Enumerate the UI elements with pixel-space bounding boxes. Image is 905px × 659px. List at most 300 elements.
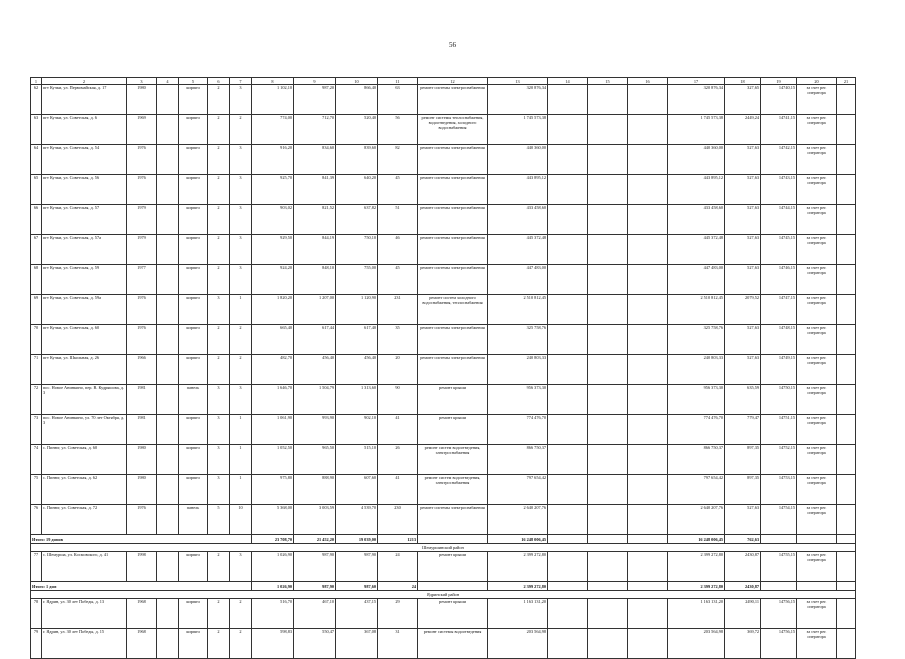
- table-cell: [837, 415, 856, 445]
- table-cell: 14742,15: [761, 145, 797, 175]
- table-cell: [548, 265, 588, 295]
- table-cell: 3: [230, 145, 252, 175]
- table-cell: 2: [208, 175, 230, 205]
- table-cell: 712,70: [294, 115, 336, 145]
- table-cell: 1: [230, 415, 252, 445]
- table-cell: 1 313,60: [336, 385, 378, 415]
- table-cell: за счет рег. оператора: [797, 355, 837, 385]
- column-number-cell: 18: [725, 78, 761, 85]
- table-cell: 956 373,30: [668, 385, 725, 415]
- table-cell: 4 539,70: [336, 505, 378, 535]
- total-cell: [588, 535, 628, 544]
- table-cell: 367,08: [336, 629, 378, 659]
- table-cell: кирпич: [179, 355, 208, 385]
- table-cell: 965,50: [294, 445, 336, 475]
- table-cell: 987,90: [336, 552, 378, 582]
- table-cell: [628, 295, 668, 325]
- table-cell: 1968: [127, 599, 157, 629]
- table-cell: [628, 235, 668, 265]
- table-cell: [628, 629, 668, 659]
- table-row: [31, 415, 856, 445]
- table-cell: [157, 355, 179, 385]
- table-cell: 45: [378, 175, 418, 205]
- table-cell: 5: [208, 505, 230, 535]
- table-cell: г. Ядрин, ул. 30 лет Победы, д. 15: [42, 629, 127, 659]
- column-number-cell: 2: [42, 78, 127, 85]
- table-cell: [157, 115, 179, 145]
- table-cell: 63: [378, 85, 418, 115]
- column-number-cell: 3: [127, 78, 157, 85]
- table-cell: за счет рег. оператора: [797, 295, 837, 325]
- table-cell: 902,10: [336, 415, 378, 445]
- table-cell: панель: [179, 505, 208, 535]
- total-cell: [761, 535, 797, 544]
- table-cell: за счет рег. оператора: [797, 629, 837, 659]
- total-cell: [628, 535, 668, 544]
- column-number-cell: 17: [668, 78, 725, 85]
- table-cell: [157, 205, 179, 235]
- total-label: Итого: 1 дом: [31, 582, 252, 591]
- table-cell: 1979: [127, 205, 157, 235]
- total-cell: 2430,87: [725, 582, 761, 591]
- table-cell: 848,10: [294, 265, 336, 295]
- table-cell: 1979: [127, 235, 157, 265]
- total-cell: [797, 535, 837, 544]
- table-row: [31, 355, 856, 385]
- table-cell: с. Шемурша, ул. Космовского, д. 41: [42, 552, 127, 582]
- table-cell: [548, 552, 588, 582]
- table-cell: за счет рег. оператора: [797, 265, 837, 295]
- table-cell: 3: [230, 235, 252, 265]
- table-cell: 834,60: [294, 145, 336, 175]
- table-cell: 3: [208, 295, 230, 325]
- table-cell: 68: [31, 265, 42, 295]
- table-cell: 63: [31, 115, 42, 145]
- table-cell: [157, 235, 179, 265]
- table-cell: [588, 385, 628, 415]
- table-cell: 2: [208, 115, 230, 145]
- table-cell: 24: [378, 552, 418, 582]
- table-cell: 14753,15: [761, 475, 797, 505]
- table-cell: 1980: [127, 475, 157, 505]
- table-cell: [628, 325, 668, 355]
- total-cell: [418, 582, 488, 591]
- table-row: [31, 175, 856, 205]
- table-cell: 774 476,70: [668, 415, 725, 445]
- table-cell: 1 052,50: [252, 445, 294, 475]
- table-cell: 3: [208, 415, 230, 445]
- table-cell: 14752,15: [761, 445, 797, 475]
- table-cell: 2 510 812,45: [488, 295, 548, 325]
- table-cell: пгт Кучки, ул. Советская, д. 59а: [42, 295, 127, 325]
- table-cell: 74: [31, 445, 42, 475]
- table-cell: 14751,15: [761, 415, 797, 445]
- table-cell: ремонт системы электроснабжения: [418, 145, 488, 175]
- table-cell: [548, 205, 588, 235]
- table-cell: [548, 505, 588, 535]
- table-cell: 527,63: [725, 265, 761, 295]
- table-cell: 897,35: [725, 475, 761, 505]
- table-cell: 839,60: [336, 145, 378, 175]
- column-number-cell: 12: [418, 78, 488, 85]
- table-cell: 231: [378, 295, 418, 325]
- table-cell: 993,90: [294, 415, 336, 445]
- table-cell: ремонт систем холодного водоснабжения, теплоснабжения: [418, 295, 488, 325]
- total-cell: [588, 582, 628, 591]
- table-cell: 1 163 131,20: [488, 599, 548, 629]
- table-cell: 520,40: [336, 115, 378, 145]
- column-number-cell: 10: [336, 78, 378, 85]
- table-cell: 78: [31, 599, 42, 629]
- table-cell: [548, 85, 588, 115]
- table-cell: 515,10: [336, 445, 378, 475]
- total-row: [31, 535, 856, 544]
- table-cell: 2: [230, 355, 252, 385]
- table-cell: 70: [31, 325, 42, 355]
- table-cell: ремонт системы электроснабжения: [418, 325, 488, 355]
- table-cell: кирпич: [179, 295, 208, 325]
- table-cell: 41: [378, 415, 418, 445]
- table-cell: 929,50: [252, 235, 294, 265]
- table-cell: [548, 325, 588, 355]
- table-cell: 456,40: [336, 355, 378, 385]
- total-cell: [418, 535, 488, 544]
- table-cell: [837, 355, 856, 385]
- table-cell: 755,00: [336, 265, 378, 295]
- table-cell: 924,20: [252, 265, 294, 295]
- table-cell: 774,00: [252, 115, 294, 145]
- total-cell: 987,90: [294, 582, 336, 591]
- table-row: [31, 85, 856, 115]
- table-cell: ремонт крыши: [418, 599, 488, 629]
- total-cell: [837, 582, 856, 591]
- table-cell: 3: [230, 385, 252, 415]
- table-cell: 10: [230, 505, 252, 535]
- column-number-cell: 14: [548, 78, 588, 85]
- table-cell: кирпич: [179, 265, 208, 295]
- table-cell: 903,02: [252, 205, 294, 235]
- table-cell: 975,80: [252, 475, 294, 505]
- table-cell: 866,40: [336, 85, 378, 115]
- table-cell: за счет рег. оператора: [797, 385, 837, 415]
- table-cell: [837, 505, 856, 535]
- table-cell: [837, 115, 856, 145]
- table-cell: 14741,15: [761, 115, 797, 145]
- table-row: [31, 235, 856, 265]
- table-cell: 2: [230, 325, 252, 355]
- table-cell: 1 504,79: [294, 385, 336, 415]
- table-cell: 1976: [127, 505, 157, 535]
- table-cell: пгт Кучки, ул. Советская, д. 60: [42, 325, 127, 355]
- table-cell: 433 458,60: [488, 205, 548, 235]
- table-cell: 3 003,59: [294, 505, 336, 535]
- district-name: Ядринский район: [31, 591, 856, 599]
- table-cell: [588, 235, 628, 265]
- table-cell: 56: [378, 115, 418, 145]
- table-cell: 2449,24: [725, 115, 761, 145]
- table-cell: [628, 505, 668, 535]
- table-cell: [157, 145, 179, 175]
- table-cell: 527,63: [725, 355, 761, 385]
- table-cell: [157, 505, 179, 535]
- table-row: [31, 145, 856, 175]
- table-cell: 1968: [127, 629, 157, 659]
- table-cell: г. Ядрин, ул. 30 лет Победы, д. 13: [42, 599, 127, 629]
- table-cell: [548, 235, 588, 265]
- table-cell: [837, 235, 856, 265]
- table-cell: 527,63: [725, 145, 761, 175]
- table-cell: 443 895,12: [488, 175, 548, 205]
- table-cell: [157, 325, 179, 355]
- table-cell: 1977: [127, 265, 157, 295]
- table-cell: [548, 629, 588, 659]
- table-cell: 65: [31, 175, 42, 205]
- total-cell: 19 039,00: [336, 535, 378, 544]
- table-cell: 841,39: [294, 175, 336, 205]
- table-row: [31, 505, 856, 535]
- table-cell: 456,40: [294, 355, 336, 385]
- table-cell: 71: [31, 355, 42, 385]
- table-cell: 14740,15: [761, 85, 797, 115]
- table-cell: 447 483,00: [668, 265, 725, 295]
- table-cell: 1 646,70: [252, 385, 294, 415]
- table-cell: 527,63: [725, 205, 761, 235]
- table-row: [31, 629, 856, 659]
- table-cell: 640,20: [336, 175, 378, 205]
- table-cell: [588, 265, 628, 295]
- table-cell: [157, 552, 179, 582]
- table-cell: 527,63: [725, 175, 761, 205]
- table-cell: пос. Новое Анинкино, пер. В. Кудряшова, д. 3: [42, 385, 127, 415]
- column-number-cell: 11: [378, 78, 418, 85]
- table-cell: 14756,15: [761, 629, 797, 659]
- table-cell: 2: [208, 145, 230, 175]
- table-row: [31, 115, 856, 145]
- table-cell: кирпич: [179, 235, 208, 265]
- table-cell: 3: [230, 265, 252, 295]
- table-cell: ремонт системы электроснабжения: [418, 265, 488, 295]
- table-cell: 2: [230, 115, 252, 145]
- table-cell: 14743,15: [761, 175, 797, 205]
- table-cell: [628, 385, 668, 415]
- table-cell: [628, 599, 668, 629]
- table-cell: ремонт системы водоотведения: [418, 629, 488, 659]
- table-cell: [837, 629, 856, 659]
- column-number-cell: 13: [488, 78, 548, 85]
- table-cell: [548, 145, 588, 175]
- table-cell: [588, 445, 628, 475]
- table-cell: [588, 175, 628, 205]
- table-cell: 14746,15: [761, 265, 797, 295]
- table-cell: 447 483,00: [488, 265, 548, 295]
- table-cell: 866 750,37: [488, 445, 548, 475]
- table-cell: 2: [208, 265, 230, 295]
- total-cell: 16 248 006,45: [668, 535, 725, 544]
- table-cell: кирпич: [179, 85, 208, 115]
- table-cell: 64: [31, 145, 42, 175]
- table-cell: 77: [31, 552, 42, 582]
- table-cell: 1976: [127, 295, 157, 325]
- table-cell: кирпич: [179, 475, 208, 505]
- table-cell: 369,72: [725, 629, 761, 659]
- table-cell: 203 564,98: [668, 629, 725, 659]
- table-cell: 79: [31, 629, 42, 659]
- column-number-cell: 6: [208, 78, 230, 85]
- total-cell: 16 248 006,45: [488, 535, 548, 544]
- table-cell: ремонт системы электроснабжения: [418, 235, 488, 265]
- table-cell: 35: [378, 325, 418, 355]
- table-cell: 617,40: [336, 325, 378, 355]
- table-cell: [157, 175, 179, 205]
- table-cell: 1 820,20: [252, 295, 294, 325]
- table-cell: [548, 475, 588, 505]
- table-cell: 45: [378, 265, 418, 295]
- table-cell: кирпич: [179, 145, 208, 175]
- column-number-cell: 4: [157, 78, 179, 85]
- table-cell: 14744,15: [761, 205, 797, 235]
- table-cell: 230: [378, 505, 418, 535]
- table-cell: 3: [230, 552, 252, 582]
- table-cell: 617,44: [294, 325, 336, 355]
- table-cell: 2: [208, 325, 230, 355]
- table-cell: [548, 385, 588, 415]
- table-row: [31, 295, 856, 325]
- table-cell: панель: [179, 385, 208, 415]
- total-cell: 987,60: [336, 582, 378, 591]
- total-cell: [797, 582, 837, 591]
- table-cell: 445 372,48: [488, 235, 548, 265]
- table-cell: ремонт системы электроснабжения: [418, 505, 488, 535]
- table-cell: пгт Кучки, ул. Школьная, д. 26: [42, 355, 127, 385]
- table-cell: 325 758,76: [488, 325, 548, 355]
- table-cell: [628, 205, 668, 235]
- table-cell: [157, 599, 179, 629]
- table-cell: 1: [230, 475, 252, 505]
- column-number-cell: 15: [588, 78, 628, 85]
- table-cell: [588, 552, 628, 582]
- table-cell: 66: [31, 205, 42, 235]
- table-cell: 3: [230, 175, 252, 205]
- table-cell: 637,82: [336, 205, 378, 235]
- table-cell: 2079,52: [725, 295, 761, 325]
- table-cell: [837, 205, 856, 235]
- table-cell: [837, 475, 856, 505]
- table-cell: [588, 295, 628, 325]
- table-cell: кирпич: [179, 599, 208, 629]
- table-row: [31, 552, 856, 582]
- table-cell: 26: [378, 445, 418, 475]
- column-number-cell: 1: [31, 78, 42, 85]
- table-cell: [837, 85, 856, 115]
- table-cell: 550,47: [294, 629, 336, 659]
- table-cell: 635,59: [725, 385, 761, 415]
- table-cell: [157, 629, 179, 659]
- table-cell: с. Пинюг, ул. Советская, д. 60: [42, 445, 127, 475]
- table-cell: [628, 115, 668, 145]
- table-cell: 467,10: [294, 599, 336, 629]
- table-cell: 69: [31, 295, 42, 325]
- table-cell: 5 368,00: [252, 505, 294, 535]
- table-cell: 888,90: [294, 475, 336, 505]
- table-cell: за счет рег. оператора: [797, 475, 837, 505]
- table-row: [31, 475, 856, 505]
- table-cell: 2: [230, 599, 252, 629]
- table-cell: [588, 145, 628, 175]
- table-cell: 320 876,34: [668, 85, 725, 115]
- table-row: [31, 599, 856, 629]
- table-cell: [628, 415, 668, 445]
- table-cell: [628, 265, 668, 295]
- table-cell: кирпич: [179, 115, 208, 145]
- table-cell: кирпич: [179, 175, 208, 205]
- table-cell: за счет рег. оператора: [797, 145, 837, 175]
- total-cell: 21 452,20: [294, 535, 336, 544]
- table-cell: 437,15: [336, 599, 378, 629]
- table-cell: 774 476,70: [488, 415, 548, 445]
- total-cell: 2 399 272,80: [668, 582, 725, 591]
- table-cell: 240 803,33: [668, 355, 725, 385]
- table-cell: [837, 445, 856, 475]
- table-cell: 14748,15: [761, 325, 797, 355]
- table-cell: 2 399 272,80: [668, 552, 725, 582]
- table-cell: [548, 175, 588, 205]
- table-cell: 1976: [127, 325, 157, 355]
- table-cell: ремонт крыши: [418, 415, 488, 445]
- table-cell: [157, 445, 179, 475]
- table-cell: 1981: [127, 415, 157, 445]
- column-number-cell: 9: [294, 78, 336, 85]
- table-cell: ремонт систем водоотведения, электроснабжения: [418, 445, 488, 475]
- table-cell: за счет рег. оператора: [797, 599, 837, 629]
- table-cell: 82: [378, 145, 418, 175]
- table-cell: 1 120,90: [336, 295, 378, 325]
- table-cell: 443 895,12: [668, 175, 725, 205]
- table-cell: 2: [208, 599, 230, 629]
- table-cell: [588, 629, 628, 659]
- column-number-cell: 8: [252, 78, 294, 85]
- table-cell: [588, 325, 628, 355]
- table-cell: 956 373,30: [488, 385, 548, 415]
- table-cell: 62: [31, 85, 42, 115]
- table-cell: [157, 265, 179, 295]
- table-cell: 2: [230, 629, 252, 659]
- table-cell: 445 372,48: [668, 235, 725, 265]
- table-cell: кирпич: [179, 415, 208, 445]
- district-name: Шемуршинский район: [31, 544, 856, 552]
- table-cell: 2: [208, 629, 230, 659]
- table-cell: 203 564,98: [488, 629, 548, 659]
- table-cell: 76: [31, 505, 42, 535]
- table-cell: ремонт крыши: [418, 385, 488, 415]
- table-cell: за счет рег. оператора: [797, 205, 837, 235]
- table-cell: 3: [230, 205, 252, 235]
- table-cell: ремонт системы электроснабжения: [418, 85, 488, 115]
- table-cell: [588, 599, 628, 629]
- table-cell: 2 399 272,80: [488, 552, 548, 582]
- table-cell: пгт Кучки, ул. Советская, д. 6: [42, 115, 127, 145]
- table-cell: 1 745 573,38: [668, 115, 725, 145]
- column-number-cell: 16: [628, 78, 668, 85]
- table-cell: 1 163 131,20: [668, 599, 725, 629]
- total-cell: 24: [378, 582, 418, 591]
- table-cell: [548, 445, 588, 475]
- table-cell: 916,20: [252, 145, 294, 175]
- table-cell: 51: [378, 205, 418, 235]
- table-cell: 987,90: [294, 552, 336, 582]
- table-cell: ремонт системы электроснабжения: [418, 355, 488, 385]
- table-cell: [628, 85, 668, 115]
- column-number-cell: 19: [761, 78, 797, 85]
